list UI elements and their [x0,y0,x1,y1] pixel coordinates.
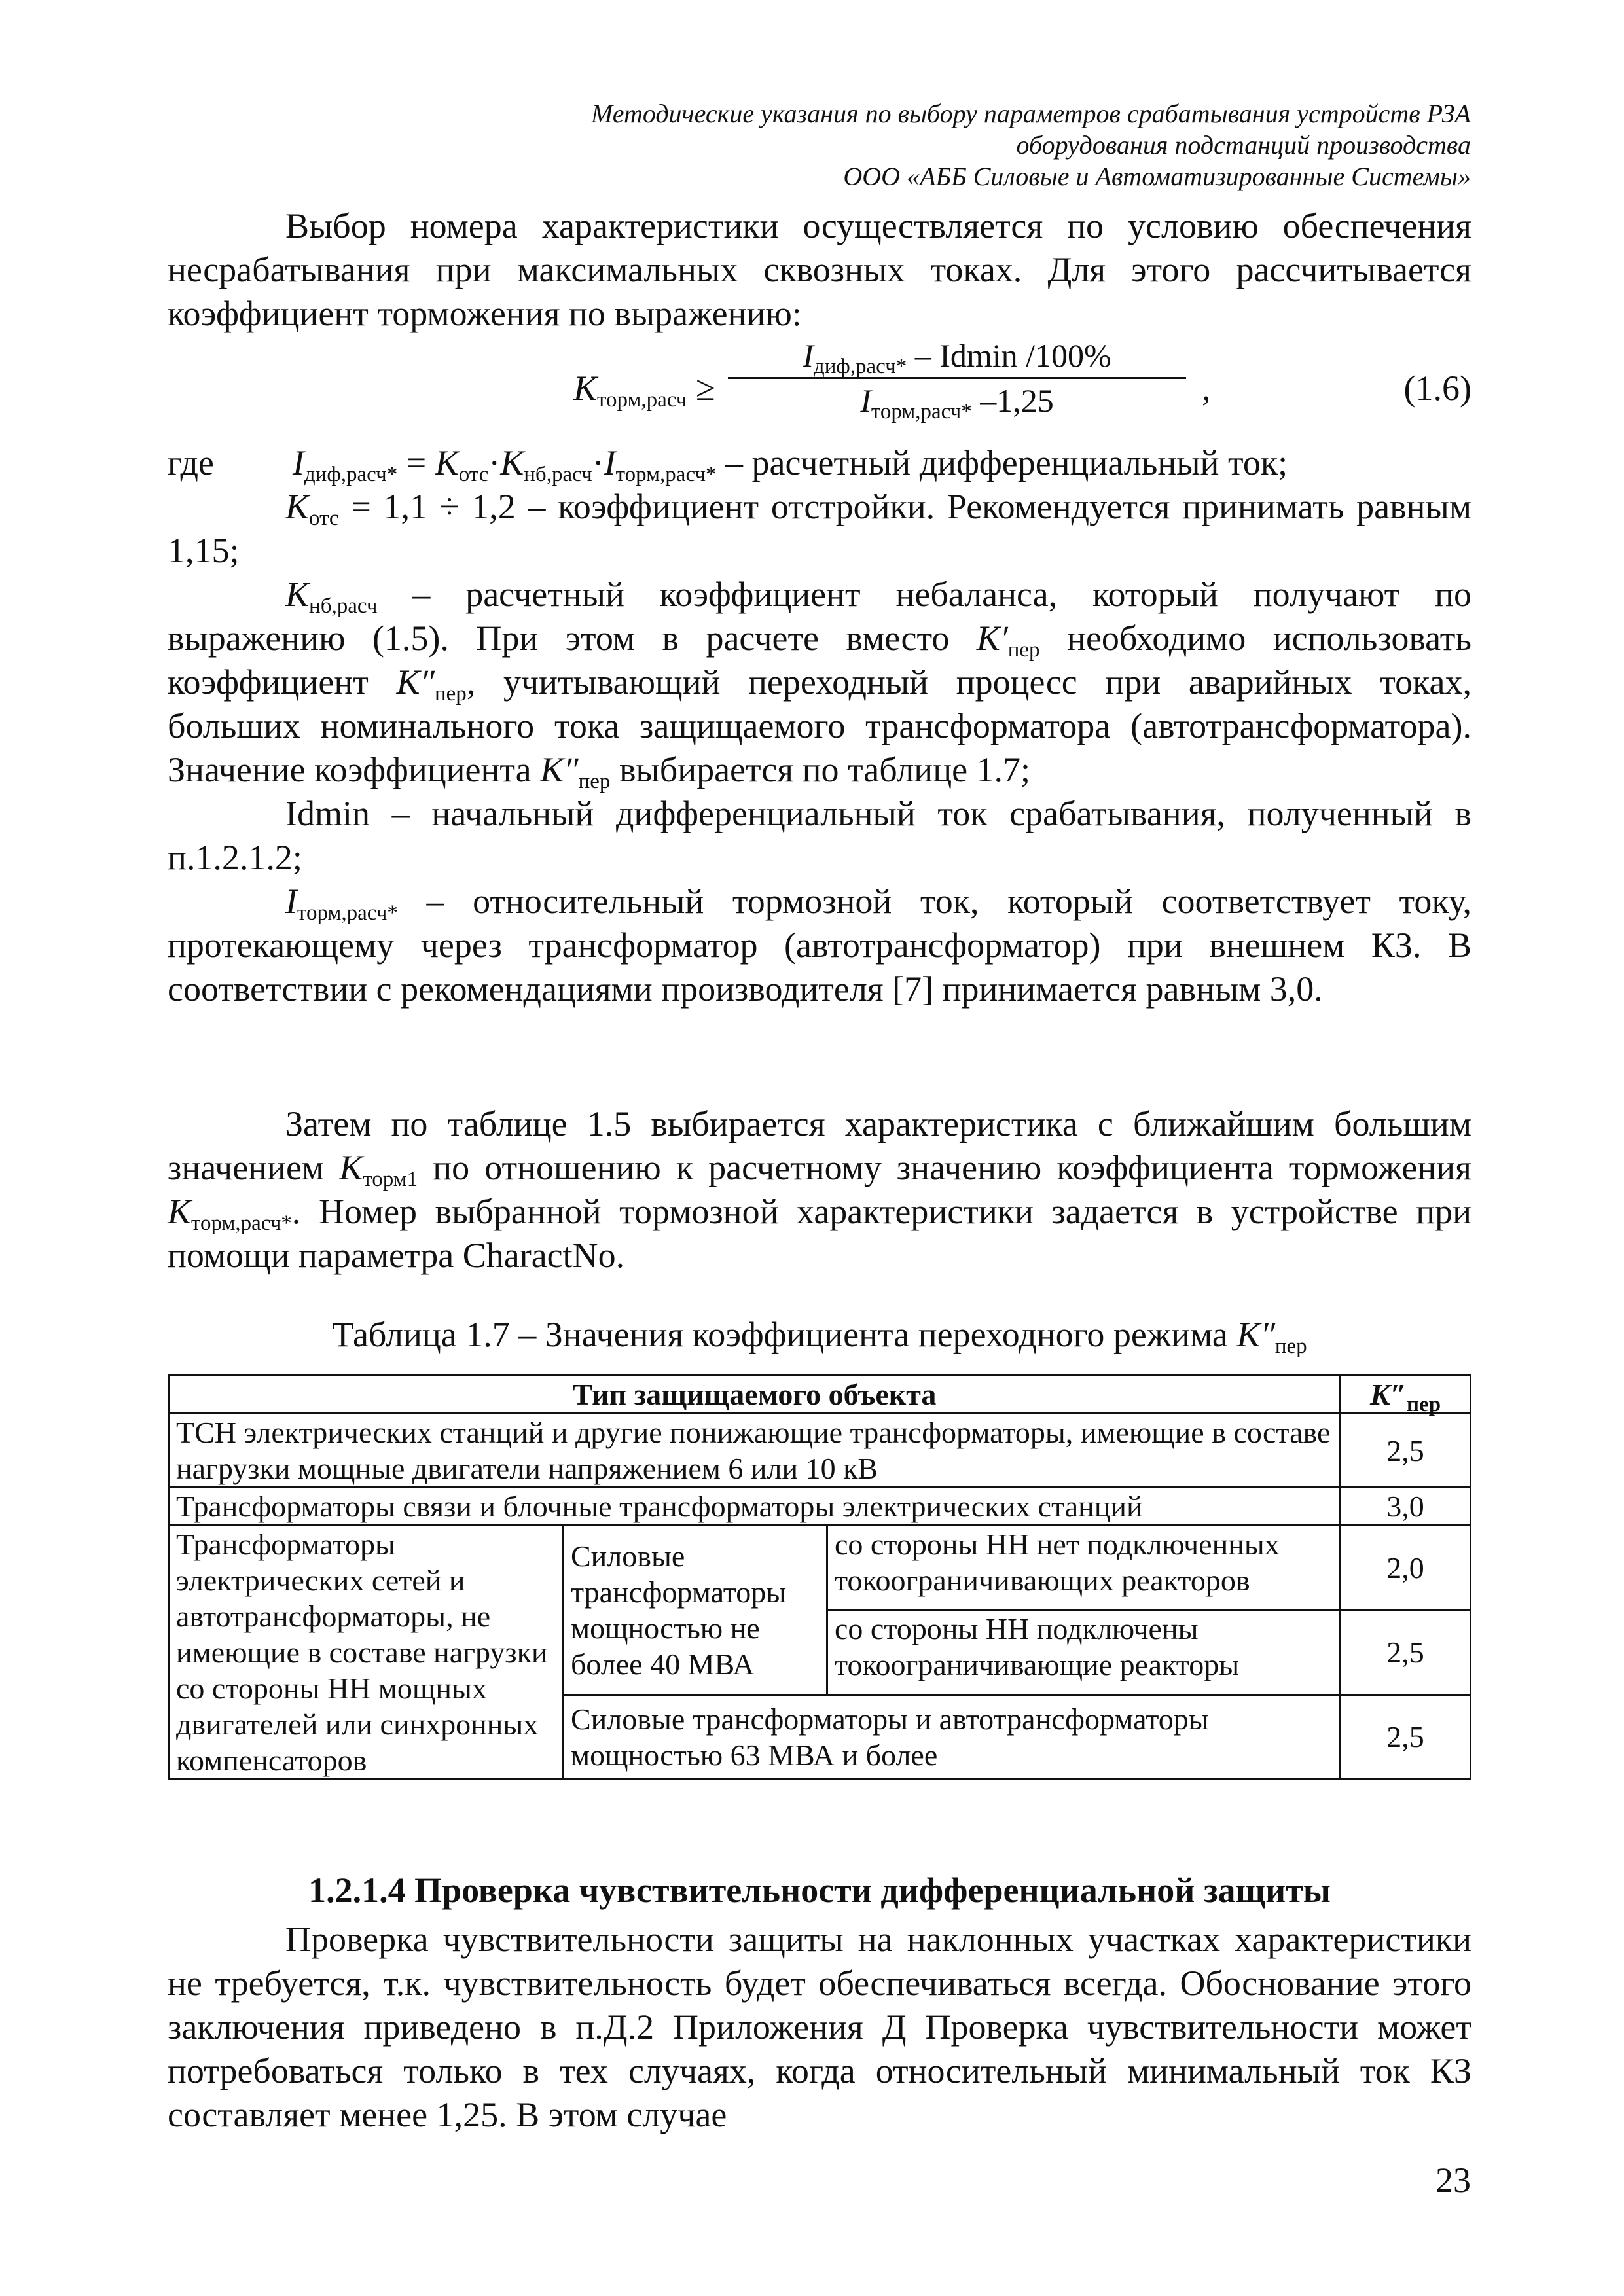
case-cell: со стороны НН нет подключенных токоограничивающих реакторов [827,1526,1341,1610]
running-header [591,98,1471,192]
intro-paragraph: Выбор номера характеристики осуществляется по условию обеспечения несрабатывания при максимальных сквозных токах. Для этого рассчитывается коэффициент торможения по выражению: [168,206,1471,333]
formula-numerator: $I_{диф,расч*}$ – Idmin /100% [803,337,1111,378]
header-line-2: оборудования подстанций производства [1016,130,1471,160]
section-title: 1.2.1.4 Проверка чувствительности дифференциальной защиты [308,1871,1331,1910]
formula-lhs: $K_{торм,расч}$ ≥ [573,368,715,412]
case-k-cell: 2,5 [1341,1610,1471,1695]
formula-1-6 [168,331,1471,441]
definition-i-torm: $I_{торм,расч*}$ – относительный тормозной ток, который соответствует току, протекающему через трансформатор (автотрансформатор) при внешнем КЗ. В соответствии с рекомендациями производителя [7] принимается равным 3,0. [168,882,1471,1009]
header-line-1: Методические указания по выбору параметров срабатывания устройств РЗА [590,99,1471,128]
then-paragraph: Затем по таблице 1.5 выбирается характеристика с ближайшим большим значением $K_{торм1}$ по отношению к расчетному значению коэффициента торможения $K_{торм,расч*}$. Номер выбранной тормозной характеристики задается в устройстве при помощи параметра CharactNo. [168,1104,1471,1275]
case-k-cell: 2,5 [1341,1695,1471,1779]
section-body [168,1918,1471,2137]
page-number: 23 [1435,2161,1471,2200]
definition-diff-current: где $I_{диф,расч*} = K_{отс}\cdot K_{нб,расч}\cdot I_{торм,расч*}$ – расчетный дифференциальный ток; [168,443,1288,486]
table-row [169,1414,1471,1488]
definition-k-nb: $K_{нб,расч}$ – расчетный коэффициент небаланса, который получают по выражению (1.5). При этом в расчете вместо $K'_{пер}$ необходимо использовать коэффициент $K''_{пер}$, учитывающий переходный процесс при аварийных токах, больших номинального тока защищаемого трансформатора (автотрансформатора). Значение коэффициента $K''_{пер}$ выбирается по таблице 1.7; [168,575,1471,793]
row-k-cell: 3,0 [1341,1488,1471,1526]
case-cell: со стороны НН подключены токоограничивающие реакторы [827,1610,1341,1695]
definition-idmin: Idmin – начальный дифференциальный ток срабатывания, полученный в п.1.2.1.2; [168,794,1471,877]
table-caption: Таблица 1.7 – Значения коэффициента переходного режима $K''_{пер}$ [332,1315,1307,1358]
row-type-cell: ТСН электрических станций и другие понижающие трансформаторы, имеющие в составе нагрузки мощные двигатели напряжением 6 или 10 кВ [169,1414,1341,1488]
case-k-cell: 2,0 [1341,1526,1471,1610]
definitions-block [168,441,1471,1011]
group-label-cell: Трансформаторы электрических сетей и автотрансформаторы, не имеющие в составе нагрузки со стороны НН мощных двигателей или синхронных компенсаторов [169,1526,564,1780]
table-row [169,1526,1471,1610]
formula-comma: , [1202,368,1211,408]
row-type-cell: Трансформаторы связи и блочные трансформаторы электрических станций [169,1488,1341,1526]
section-paragraph: Проверка чувствительности защиты на наклонных участках характеристики не требуется, т.к. чувствительность будет обеспечиваться всегда. Обоснование этого заключения приведено в п.Д.2 Приложения Д Проверка чувствительности может потребоваться только в тех случаях, когда относительный минимальный ток КЗ составляет менее 1,25. В этом случае [168,1920,1471,2134]
row-k-cell: 2,5 [1341,1414,1471,1488]
header-k-per: $K''_{пер}$ [1341,1376,1471,1414]
intro-block [168,204,1471,336]
header-line-3: ООО «АББ Силовые и Автоматизированные Системы» [843,162,1471,191]
formula-denominator: $I_{торм,расч*}$ –1,25 [860,382,1054,423]
table-header-row [169,1376,1471,1414]
case-cell: Силовые трансформаторы и автотрансформаторы мощностью 63 МВА и более [564,1695,1341,1779]
header-object-type: Тип защищаемого объекта [169,1376,1341,1414]
formula-fraction [715,336,1199,423]
equation-number: (1.6) [1403,368,1471,408]
group-sublabel-cell: Силовые трансформаторы мощностью не более 40 МВА [564,1526,827,1695]
k-per-table [168,1374,1471,1780]
then-block [168,1102,1471,1278]
definition-k-ots: $K_{отс} = 1,1 \div 1,2$ – коэффициент отстройки. Рекомендуется принимать равным 1,15; [168,487,1471,570]
table-row [169,1488,1471,1526]
